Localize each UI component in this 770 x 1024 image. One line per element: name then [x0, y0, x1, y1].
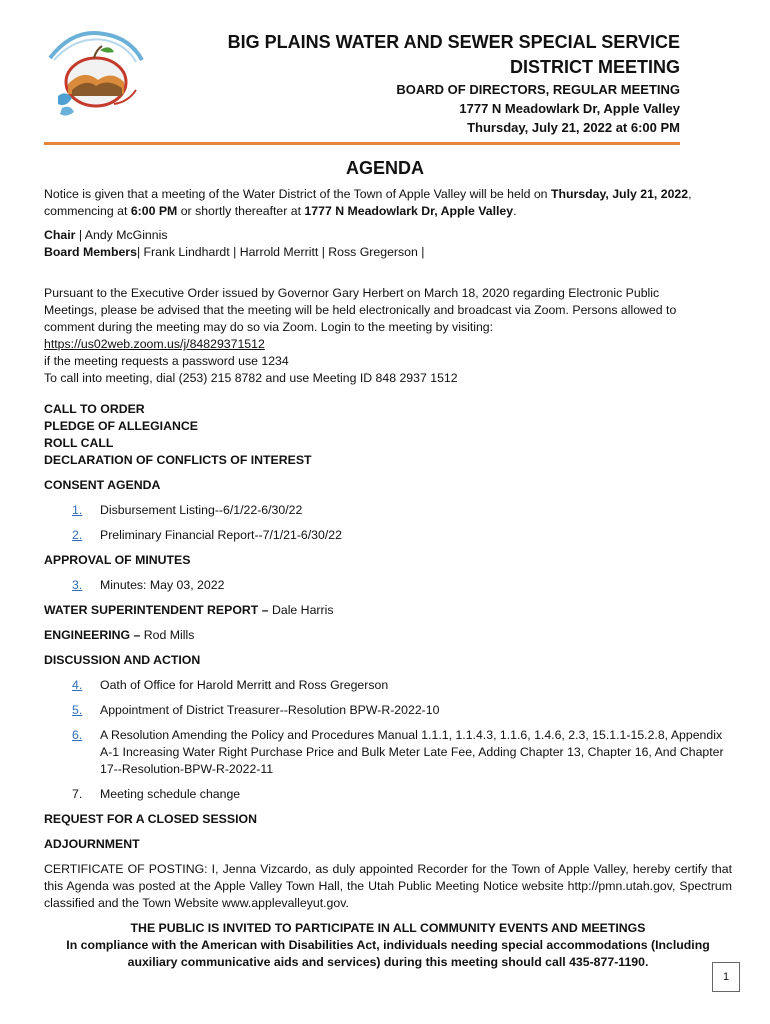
agenda-item-number-link[interactable]: 5. [72, 703, 83, 717]
agenda-item-text: Appointment of District Treasurer--Resolution BPW-R-2022-10 [100, 703, 440, 717]
spacer [44, 853, 732, 861]
roll-call: ROLL CALL [44, 436, 114, 450]
water-report-label: WATER SUPERINTENDENT REPORT – [44, 603, 269, 617]
agenda-body [44, 186, 732, 971]
discussion-action-heading: DISCUSSION AND ACTION [44, 653, 201, 667]
spacer [44, 594, 732, 602]
water-report-name: Dale Harris [268, 603, 334, 617]
chair-line [44, 227, 732, 244]
meeting-datetime: Thursday, July 21, 2022 at 6:00 PM [467, 120, 680, 135]
notice-text-3: commencing at [44, 204, 131, 218]
agenda-item-text: Meeting schedule change [100, 787, 241, 801]
agenda-item-text: Minutes: May 03, 2022 [100, 578, 225, 592]
agenda-item-number-link[interactable]: 3. [72, 578, 83, 592]
meeting-address: 1777 N Meadowlark Dr, Apple Valley [459, 101, 680, 116]
spacer [44, 803, 732, 811]
ada-notice-line-2: auxiliary communicative aids and services) during this meeting should call 435-877-1190. [127, 955, 649, 969]
agenda-item-number-link[interactable]: 4. [72, 678, 83, 692]
agenda-item-number: 7. [72, 787, 83, 801]
apple-logo-icon [38, 24, 150, 124]
ada-notice-line-1: In compliance with the American with Disabilities Act, individuals needing special accommodations (Including [66, 938, 710, 952]
agenda-item-text: Preliminary Financial Report--7/1/21-6/30/22 [100, 528, 342, 542]
call-to-order: CALL TO ORDER [44, 402, 145, 416]
zoom-password: if the meeting requests a password use 1234 [44, 354, 289, 368]
spacer [44, 644, 732, 652]
public-invite: THE PUBLIC IS INVITED TO PARTICIPATE IN ALL COMMUNITY EVENTS AND MEETINGS [130, 921, 646, 935]
engineering-name: Rod Mills [140, 628, 195, 642]
agenda-item [44, 786, 732, 803]
chair-label: Chair [44, 228, 76, 242]
agenda-item-number-link[interactable]: 1. [72, 503, 83, 517]
zoom-line-2: Meetings, please be advised that the meeting will be held electronically and broadcast via Zoom. Persons allowed to [44, 303, 677, 317]
minutes-list [44, 577, 732, 594]
declaration-of-conflicts: DECLARATION OF CONFLICTS OF INTEREST [44, 453, 312, 467]
agenda-item-text: A Resolution Amending the Policy and Procedures Manual 1.1.1, 1.1.4.3, 1.1.6, 1.4.6, 2.3, 15.1.1-15.2.8, Appendix A-1 Increasing Water Right Purchase Price and Bulk Meter Late Fee, Adding Chapter 13, Chapter 16, And Chapter 17--Resolution-BPW-R-2022-11 [100, 728, 724, 776]
engineering-label: ENGINEERING – [44, 628, 141, 642]
spacer [44, 469, 732, 477]
notice-place: 1777 N Meadowlark Dr, Apple Valley [304, 204, 514, 218]
certificate-of-posting: CERTIFICATE OF POSTING: I, Jenna Vizcardo, as duly appointed Recorder for the Town of Apple Valley, hereby certify that this Agenda was posted at the Apple Valley Town Hall, the Utah Public Meeting Notice website http://pmn.utah.gov, Spectrum classified and the Town Website www.applevalleyut.gov. [44, 862, 732, 910]
spacer [44, 261, 732, 285]
agenda-item [44, 527, 732, 544]
spacer [44, 828, 732, 836]
title-line-2: DISTRICT MEETING [510, 57, 680, 77]
notice-text-5: . [513, 204, 517, 218]
spacer [44, 544, 732, 552]
zoom-line-3: comment during the meeting may do so via Zoom. Login to the meeting by visiting: [44, 320, 494, 334]
members-label: Board Members [44, 245, 137, 259]
consent-agenda-list [44, 502, 732, 544]
agenda-heading: AGENDA [345, 158, 424, 178]
zoom-meeting-link[interactable]: https://us02web.zoom.us/j/84829371512 [44, 337, 265, 351]
notice-time: 6:00 PM [130, 204, 178, 218]
approval-of-minutes-heading: APPROVAL OF MINUTES [44, 553, 191, 567]
notice-text-1: Notice is given that a meeting of the Water District of the Town of Apple Valley will be held on [44, 187, 551, 201]
water-superintendent-report [44, 602, 732, 619]
discussion-list [44, 677, 732, 803]
agenda-item [44, 702, 732, 719]
agenda-item-number-link[interactable]: 6. [72, 728, 83, 742]
notice-date: Thursday, July 21, 2022 [550, 187, 689, 201]
header-divider [44, 142, 680, 145]
page-number: 1 [712, 962, 740, 992]
adjournment: ADJOURNMENT [44, 837, 140, 851]
agenda-item-text: Oath of Office for Harold Merritt and Ross Gregerson [100, 678, 389, 692]
notice-text-2: , [688, 187, 692, 201]
engineering-report [44, 627, 732, 644]
consent-agenda-heading: CONSENT AGENDA [44, 478, 161, 492]
agenda-item [44, 677, 732, 694]
meeting-type: BOARD OF DIRECTORS, REGULAR MEETING [396, 82, 680, 97]
spacer [44, 912, 732, 920]
chair-value: | Andy McGinnis [75, 228, 168, 242]
spacer [44, 619, 732, 627]
pledge-of-allegiance: PLEDGE OF ALLEGIANCE [44, 419, 198, 433]
meeting-notice [44, 186, 732, 220]
closed-session-request: REQUEST FOR A CLOSED SESSION [44, 812, 257, 826]
notice-text-4: or shortly thereafter at [177, 204, 305, 218]
agenda-item [44, 502, 732, 519]
zoom-dial-in: To call into meeting, dial (253) 215 8782 and use Meeting ID 848 2937 1512 [44, 371, 458, 385]
agenda-item-text: Disbursement Listing--6/1/22-6/30/22 [100, 503, 303, 517]
spacer [44, 387, 732, 401]
agenda-item-number-link[interactable]: 2. [72, 528, 83, 542]
header-title-block [228, 30, 680, 137]
district-logo [38, 24, 150, 124]
members-line [44, 244, 732, 261]
agenda-item [44, 727, 732, 778]
zoom-line-1: Pursuant to the Executive Order issued by Governor Gary Herbert on March 18, 2020 regarding Electronic Public [44, 286, 660, 300]
members-value: | Frank Lindhardt | Harrold Merritt | Ross Gregerson | [136, 245, 425, 259]
agenda-item [44, 577, 732, 594]
title-line-1: BIG PLAINS WATER AND SEWER SPECIAL SERVICE [227, 32, 680, 52]
